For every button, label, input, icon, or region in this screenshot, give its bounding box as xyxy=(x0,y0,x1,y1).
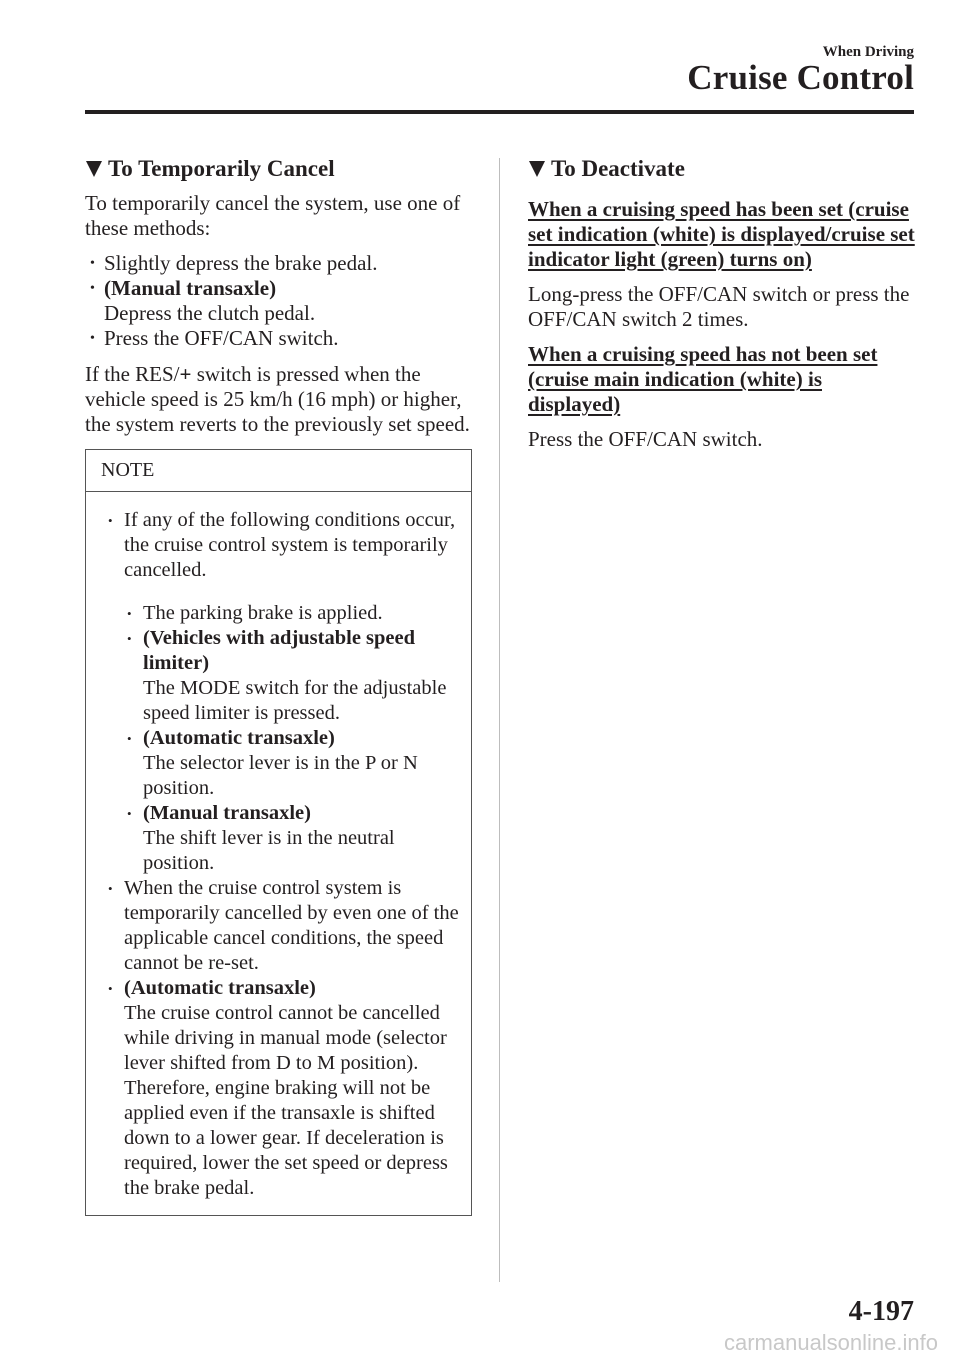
method-text: Press the OFF/CAN switch. xyxy=(104,326,339,350)
condition-text: The selector lever is in the P or N position. xyxy=(143,752,418,799)
note-list xyxy=(106,508,461,1201)
watermark: carmanualsonline.info xyxy=(723,1330,938,1355)
note-condition-label: (Automatic transaxle) xyxy=(124,977,316,999)
deactivate-text: Press the OFF/CAN switch. xyxy=(528,427,763,451)
note-body xyxy=(86,492,471,1215)
condition-label: (Manual transaxle) xyxy=(143,802,311,824)
method-text: Depress the clutch pedal. xyxy=(104,301,316,325)
section-label: When Driving xyxy=(822,44,914,60)
note-label: NOTE xyxy=(86,450,471,492)
note-text: The cruise control cannot be cancelled while driving in manual mode (selector lever shifted from D to M position). Therefore, engine braking will not be applied even if the transaxle is shifted down to a lower gear. If deceleration is required, lower the set speed or depress the brake pedal. xyxy=(124,1002,448,1199)
list-item xyxy=(124,801,461,876)
list-item xyxy=(106,508,461,876)
condition-text: The MODE switch for the adjustable speed limiter is pressed. xyxy=(143,677,447,724)
list-item xyxy=(124,626,461,726)
note-box xyxy=(85,449,472,1216)
condition-text: The parking brake is applied. xyxy=(143,602,383,624)
method-text: Slightly depress the brake pedal. xyxy=(104,251,378,275)
cancel-methods-list xyxy=(85,251,473,351)
deactivate-text: Long-press the OFF/CAN switch or press the OFF/CAN switch 2 times. xyxy=(528,282,910,331)
condition-label: (Automatic transaxle) xyxy=(143,727,335,749)
page-title: Cruise Control xyxy=(687,58,914,97)
method-condition: (Manual transaxle) xyxy=(104,276,277,300)
list-item xyxy=(124,726,461,801)
res-paragraph xyxy=(85,362,473,437)
condition-label: (Vehicles with adjustable speed limiter) xyxy=(143,627,416,674)
page-number: 4-197 xyxy=(848,1296,914,1327)
list-item xyxy=(85,251,473,276)
list-item xyxy=(106,976,461,1201)
heading-text: To Temporarily Cancel xyxy=(108,156,335,181)
left-column xyxy=(85,156,473,1216)
note-text: When the cruise control system is temporarily cancelled by even one of the applicable cancel conditions, the speed cannot be re-set. xyxy=(124,877,459,974)
list-item xyxy=(85,276,473,326)
right-column xyxy=(528,156,918,462)
list-item xyxy=(124,601,461,626)
subheading-speed-not-set: When a cruising speed has not been set (cruise main indication (white) is displayed) xyxy=(528,342,878,416)
subheading-speed-set: When a cruising speed has been set (cruise set indication (white) is displayed/cruise set indicator light (green) turns on) xyxy=(528,197,915,271)
note-text: If any of the following conditions occur, the cruise control system is temporarily cancelled. xyxy=(124,509,456,581)
list-item xyxy=(106,876,461,976)
cancel-conditions-list xyxy=(124,601,461,876)
triangle-down-icon xyxy=(529,161,545,177)
column-divider xyxy=(499,158,500,1282)
heading-deactivate xyxy=(528,156,918,181)
res-text-post: switch is pressed when the vehicle speed is 25 km/h (16 mph) or higher, the system reverts to the previously set speed. xyxy=(85,362,470,436)
condition-text: The shift lever is in the neutral position. xyxy=(143,827,395,874)
res-text-pre: If the RES/ xyxy=(85,362,180,386)
plus-icon: + xyxy=(179,362,192,386)
heading-temporarily-cancel xyxy=(85,156,473,181)
heading-text: To Deactivate xyxy=(551,156,685,181)
header-rule xyxy=(85,110,914,114)
triangle-down-icon xyxy=(86,161,102,177)
intro-text: To temporarily cancel the system, use one of these methods: xyxy=(85,191,461,240)
list-item xyxy=(85,326,473,351)
